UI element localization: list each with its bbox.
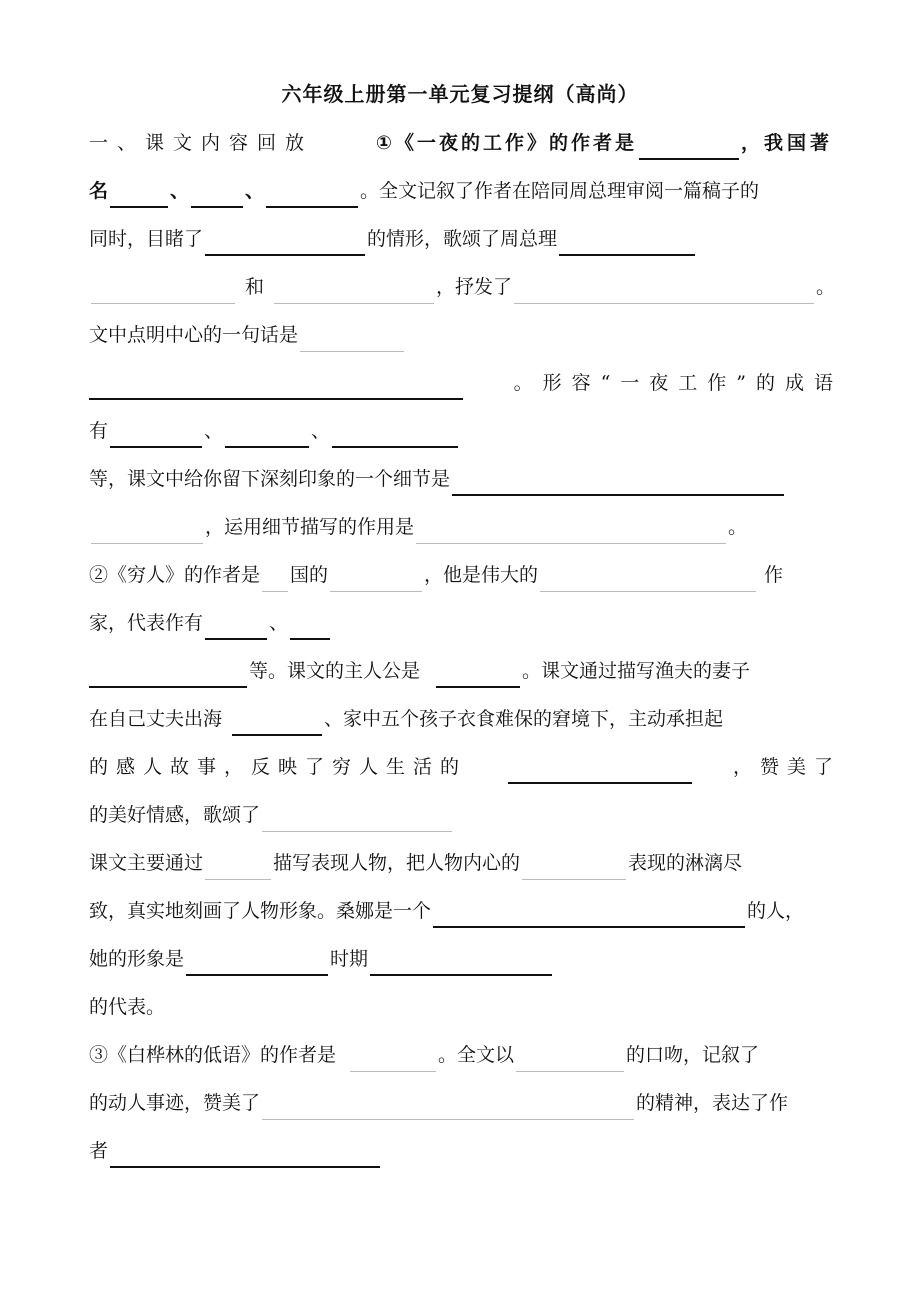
text-segment: 、 [204, 420, 224, 442]
text-segment: 的情形，歌颂了周总理 [367, 228, 558, 250]
fill-blank[interactable] [350, 1045, 436, 1072]
fill-blank[interactable] [266, 180, 358, 208]
fill-blank[interactable] [274, 277, 434, 304]
fill-blank[interactable] [436, 660, 520, 688]
text-segment: 者 [89, 1140, 109, 1162]
text-segment: 的代表。 [89, 996, 166, 1018]
fill-blank[interactable] [205, 612, 267, 640]
line-21 [89, 1086, 833, 1120]
line-11 [89, 606, 833, 640]
fill-blank[interactable] [186, 948, 328, 976]
fill-blank[interactable] [232, 708, 322, 736]
fill-blank[interactable] [330, 565, 422, 592]
text-segment: ，抒发了 [436, 276, 513, 298]
text-segment: 。全文以 [438, 1044, 515, 1066]
line-3 [89, 222, 833, 256]
line-2 [89, 174, 833, 208]
line-15 [89, 798, 833, 832]
text-segment: 致，真实地刻画了人物形象。桑娜是一个 [89, 900, 432, 922]
line-4 [89, 270, 836, 304]
fill-blank[interactable] [262, 565, 288, 592]
fill-blank[interactable] [225, 420, 309, 448]
text-segment: 。 [816, 276, 836, 298]
fill-blank[interactable] [110, 180, 168, 208]
text-segment: ，赞美了 [732, 756, 841, 778]
fill-blank[interactable] [91, 277, 235, 304]
line-19 [89, 990, 833, 1024]
text-segment: 、 [269, 612, 289, 634]
text-segment: 的口吻，记叙了 [626, 1044, 760, 1066]
text-segment: 家，代表作有 [89, 612, 204, 634]
text-segment: ，运用细节描写的作用是 [205, 516, 415, 538]
line-22 [89, 1134, 833, 1168]
text-segment: 的美好情感，歌颂了 [89, 804, 261, 826]
fill-blank[interactable] [452, 468, 784, 496]
fill-blank[interactable] [262, 805, 452, 832]
fill-blank[interactable] [433, 900, 745, 928]
text-segment: 。 [728, 516, 748, 538]
text-segment: 有 [89, 420, 109, 442]
text-segment: ③《白桦林的低语》的作者是 [89, 1044, 337, 1066]
text-segment: 。形容“一夜工作”的成语 [513, 372, 843, 394]
text-segment: 课文主要通过 [89, 852, 204, 874]
fill-blank[interactable] [639, 132, 739, 160]
fill-blank[interactable] [416, 517, 726, 544]
fill-blank[interactable] [91, 517, 203, 544]
text-segment: 的精神，表达了作 [636, 1092, 789, 1114]
text-segment: 文中点明中心的一句话是 [89, 324, 299, 346]
text-segment: 、家中五个孩子衣食难保的窘境下，主动承担起 [324, 708, 724, 730]
line-14 [89, 750, 841, 784]
line-18 [89, 942, 833, 976]
fill-blank[interactable] [332, 420, 458, 448]
line-17 [89, 894, 833, 928]
text-segment: 同时，目睹了 [89, 228, 204, 250]
fill-blank[interactable] [514, 277, 814, 304]
text-segment: 、 [245, 180, 265, 202]
line-10 [89, 558, 833, 592]
fill-blank[interactable] [508, 756, 692, 784]
text-segment: 的感人故事，反映了穷人生活的 [89, 756, 468, 778]
text-segment: 。全文记叙了作者在陪同周总理审阅一篇稿子的 [360, 180, 760, 202]
fill-blank[interactable] [559, 228, 695, 256]
line-6 [89, 366, 843, 400]
text-segment: 等。课文的主人公是 [249, 660, 421, 682]
fill-blank[interactable] [540, 565, 756, 592]
text-segment: 时期 [330, 948, 369, 970]
line-16 [89, 846, 833, 880]
text-segment: 名 [89, 180, 109, 202]
fill-blank[interactable] [370, 948, 552, 976]
fill-blank[interactable] [516, 1045, 624, 1072]
line-1 [89, 126, 833, 160]
text-segment: 和 [245, 276, 265, 298]
fill-blank[interactable] [110, 420, 202, 448]
line-9 [89, 510, 833, 544]
text-segment: 表现的淋漓尽 [628, 852, 743, 874]
line-12 [89, 654, 833, 688]
fill-blank[interactable] [290, 612, 330, 640]
fill-blank[interactable] [205, 228, 365, 256]
fill-blank[interactable] [205, 853, 271, 880]
fill-blank[interactable] [522, 853, 626, 880]
line-8 [89, 462, 833, 496]
text-segment: 在自己丈夫出海 [89, 708, 223, 730]
fill-blank[interactable] [89, 660, 247, 688]
fill-blank[interactable] [262, 1093, 634, 1120]
text-segment: 的人， [747, 900, 805, 922]
text-segment: 作 [764, 564, 784, 586]
line-13 [89, 702, 833, 736]
text-segment: ②《穷人》的作者是 [89, 564, 261, 586]
text-segment: 等，课文中给你留下深刻印象的一个细节是 [89, 468, 451, 490]
fill-blank[interactable] [191, 180, 243, 208]
text-segment: ，他是伟大的 [424, 564, 539, 586]
text-segment: 、 [170, 180, 190, 202]
line-20 [89, 1038, 833, 1072]
text-segment: ①《一夜的工作》的作者是 [375, 132, 637, 154]
page-title: 六年级上册第一单元复习提纲（高尚） [281, 82, 639, 106]
line-5 [89, 318, 833, 352]
fill-blank[interactable] [110, 1140, 380, 1168]
fill-blank[interactable] [89, 372, 463, 400]
fill-blank[interactable] [300, 325, 404, 352]
section-heading: 一、课文内容回放 [89, 132, 314, 154]
text-segment: 描写表现人物，把人物内心的 [273, 852, 521, 874]
line-7 [89, 414, 833, 448]
text-segment: 。课文通过描写渔夫的妻子 [522, 660, 751, 682]
text-segment: 她的形象是 [89, 948, 185, 970]
text-segment: 的动人事迹，赞美了 [89, 1092, 261, 1114]
text-segment: 、 [311, 420, 331, 442]
text-segment: 国的 [290, 564, 329, 586]
text-segment: ，我国著 [740, 132, 833, 154]
